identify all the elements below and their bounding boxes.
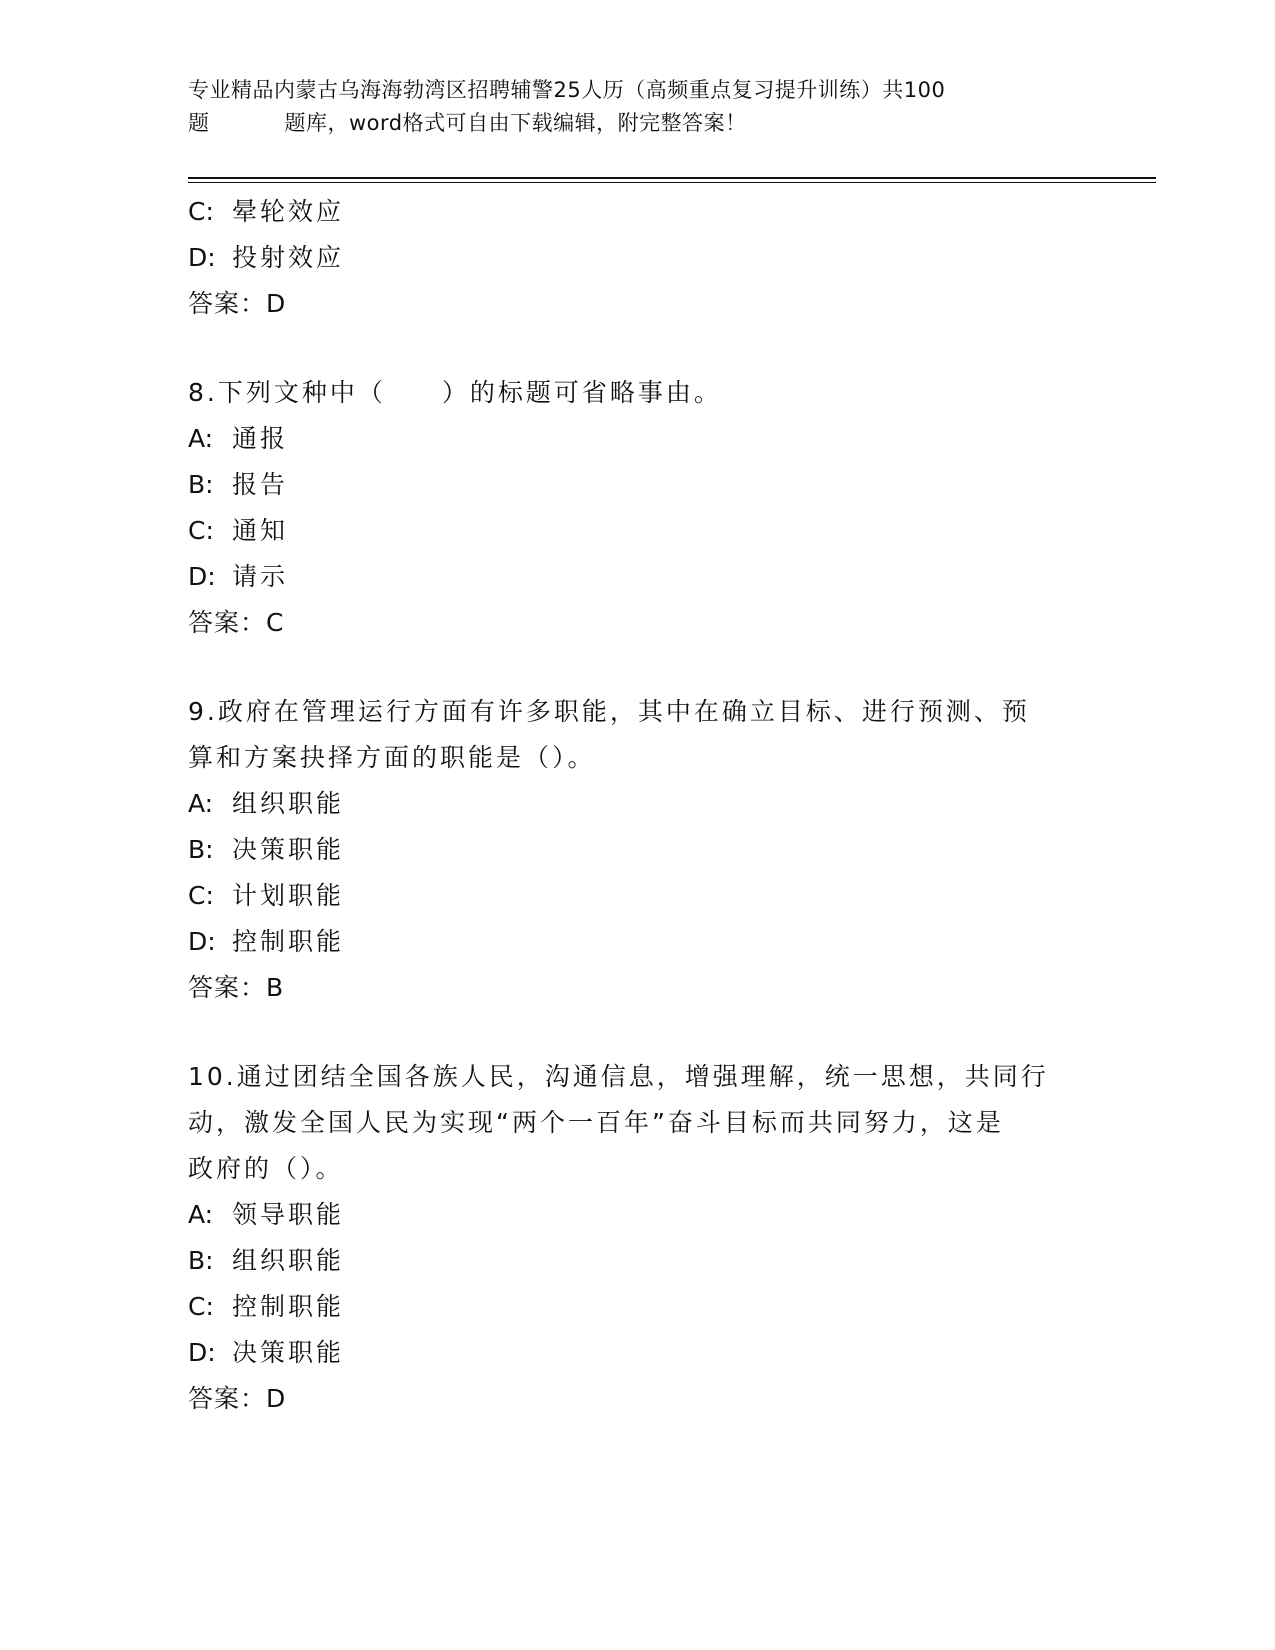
- question-text-line-1: 9.政府在管理运行方面有许多职能，其中在确立目标、进行预测、预: [188, 697, 1030, 726]
- option-letter: C:: [188, 881, 214, 910]
- option-text: 请示: [232, 562, 289, 591]
- question-text-line-1: 10.通过团结全国各族人民，沟通信息，增强理解，统一思想，共同行: [188, 1062, 1049, 1091]
- option-letter: B:: [188, 470, 214, 499]
- question-7-continued: [188, 189, 1088, 327]
- option-letter: C:: [188, 197, 214, 226]
- answer-line: 答案：D: [188, 289, 287, 318]
- option-c: [188, 508, 1088, 554]
- option-d: [188, 1330, 1088, 1376]
- question-9: [188, 689, 1088, 1011]
- option-d: [188, 235, 1088, 281]
- header-title-line2: [188, 107, 1088, 140]
- option-letter: D:: [188, 1338, 216, 1367]
- option-letter: C:: [188, 1292, 214, 1321]
- option-text: 组织职能: [232, 1246, 345, 1275]
- option-text: 计划职能: [232, 881, 345, 910]
- option-letter: A:: [188, 424, 214, 453]
- option-letter: D:: [188, 562, 216, 591]
- question-text-line-2: 算和方案抉择方面的职能是（）。: [188, 743, 596, 772]
- option-text: 晕轮效应: [232, 197, 345, 226]
- option-text: 通报: [232, 424, 289, 453]
- header-title-line2-end: 题库，word格式可自由下载编辑，附完整答案！: [284, 111, 747, 135]
- option-text: 控制职能: [232, 927, 345, 956]
- answer-line: 答案：C: [188, 608, 285, 637]
- question-list: [188, 189, 1088, 1422]
- header-title-line1: 专业精品内蒙古乌海海勃湾区招聘辅警25人历（高频重点复习提升训练）共100: [188, 78, 946, 102]
- question-text-line-3: 政府的（）。: [188, 1154, 344, 1183]
- option-a: [188, 1192, 1088, 1238]
- option-letter: D:: [188, 243, 216, 272]
- question-text: 8.下列文种中（ ）的标题可省略事由。: [188, 378, 722, 407]
- option-text: 决策职能: [232, 1338, 345, 1367]
- option-text: 领导职能: [232, 1200, 345, 1229]
- question-10: [188, 1054, 1088, 1422]
- option-text: 决策职能: [232, 835, 345, 864]
- option-text: 控制职能: [232, 1292, 345, 1321]
- option-letter: B:: [188, 1246, 214, 1275]
- answer-line: 答案：D: [188, 1384, 287, 1413]
- option-b: [188, 462, 1088, 508]
- option-letter: B:: [188, 835, 214, 864]
- option-letter: D:: [188, 927, 216, 956]
- option-text: 报告: [232, 470, 289, 499]
- option-a: [188, 781, 1088, 827]
- question-text-line-2: 动，激发全国人民为实现“两个一百年”奋斗目标而共同努力，这是: [188, 1108, 1004, 1137]
- option-d: [188, 919, 1088, 965]
- option-letter: C:: [188, 516, 214, 545]
- option-text: 投射效应: [232, 243, 345, 272]
- option-d: [188, 554, 1088, 600]
- option-c: [188, 873, 1088, 919]
- option-text: 组织职能: [232, 789, 345, 818]
- header-divider-thin: [188, 182, 1156, 183]
- header-title-line2-start: 题: [188, 111, 210, 135]
- option-a: [188, 416, 1088, 462]
- option-letter: A:: [188, 789, 214, 818]
- option-b: [188, 1238, 1088, 1284]
- option-letter: A:: [188, 1200, 214, 1229]
- document-header: [188, 74, 1088, 140]
- option-text: 通知: [232, 516, 289, 545]
- question-8: [188, 370, 1088, 646]
- header-divider-thick: [188, 177, 1156, 179]
- answer-line: 答案：B: [188, 973, 285, 1002]
- option-c: [188, 1284, 1088, 1330]
- option-c: [188, 189, 1088, 235]
- option-b: [188, 827, 1088, 873]
